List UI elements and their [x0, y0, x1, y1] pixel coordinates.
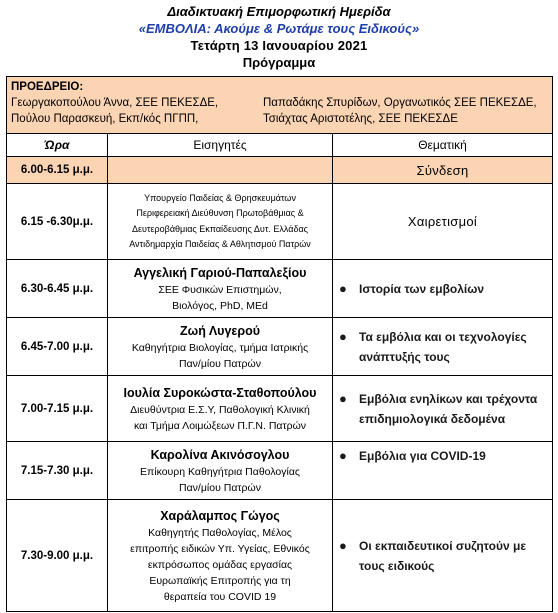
board-member: Τσιάχτας Αριστοτέλης, ΣΕΕ ΠΕΚΕΣΔΕ: [263, 113, 458, 125]
board-row: [7, 77, 553, 134]
time-cell: 6.45-7.00 μ.μ.: [7, 318, 108, 376]
theme-cell: [333, 318, 553, 376]
theme-text: Εμβόλια ενηλίκων και τρέχοντα επιδημιολογικά δεδομένα: [359, 391, 538, 426]
bullet-icon: ●: [339, 280, 347, 296]
speaker-affiliation: Καθηγητής Παθολογίας, Μέλος: [148, 526, 292, 539]
time-cell: 6.30-6.45 μ.μ.: [7, 260, 108, 318]
board-member: Πούλου Παρασκευή, Εκπ/κός ΠΓΠΠ,: [11, 113, 199, 125]
speaker-affiliation: θεραπεία του COVID 19: [163, 590, 277, 603]
speaker-cell: [108, 318, 333, 376]
table-row: [7, 184, 553, 260]
speaker-name: Ζωή Λυγερού: [180, 323, 260, 338]
event-type: Διαδικτυακή Επιμορφωτική Ημερίδα: [167, 4, 391, 19]
speaker-name: Χαράλαμπος Γώγος: [160, 508, 280, 523]
organization-line: Περιφερειακή Διεύθυνση Πρωτοβάθμιας &: [136, 208, 304, 218]
speaker-name: Ιουλία Συροκώστα-Σταθοπούλου: [123, 385, 317, 400]
table-row: [7, 260, 553, 318]
theme-cell: [333, 376, 553, 442]
table-row: [7, 376, 553, 442]
time-cell: 6.15 -6.30μ.μ.: [7, 184, 108, 260]
table-row: [7, 318, 553, 376]
table-row: [7, 500, 553, 612]
program-table: [6, 76, 553, 612]
table-row: [7, 157, 553, 184]
theme-cell: [333, 500, 553, 612]
bullet-icon: ●: [339, 390, 347, 406]
time-cell: 7.00-7.15 μ.μ.: [7, 376, 108, 442]
speaker-cell: [108, 442, 333, 500]
speaker-affiliation: επιτροπής ειδικών Υπ. Υγείας, Εθνικός: [130, 542, 310, 555]
board-member: Παπαδάκης Σπυρίδων, Οργανωτικός ΣΕΕ ΠΕΚΕΣΔΕ,: [263, 97, 537, 109]
time-cell: 7.15-7.30 μ.μ.: [7, 442, 108, 500]
speaker-cell: [108, 260, 333, 318]
bullet-icon: ●: [339, 537, 347, 553]
theme-cell: [333, 442, 553, 500]
speaker-affiliation: και Τμήμα Λοιμώξεων Π.Γ.Ν. Πατρών: [133, 419, 307, 432]
theme-cell: [333, 260, 553, 318]
event-title: «ΕΜΒΟΛΙΑ: Ακούμε & Ρωτάμε τους Ειδικούς»: [138, 21, 420, 36]
organization-line: Αντιδημαρχία Παιδείας & Αθλητισμού Πατρών: [129, 239, 311, 249]
theme-text: Οι εκπαιδευτικοί συζητούν με τους ειδικούς: [359, 538, 527, 573]
table-row: [7, 442, 553, 500]
speaker-name: Αγγελική Γαριού-Παπαλεξίου: [133, 265, 307, 280]
speaker-affiliation: Καθηγήτρια Βιολογίας, τμήμα Ιατρικής: [131, 341, 309, 354]
column-header-speakers: Εισηγητές: [108, 134, 333, 157]
bullet-icon: ●: [339, 448, 347, 463]
speaker-cell: [108, 500, 333, 612]
speaker-affiliation: Παν/μίου Πατρών: [179, 357, 261, 370]
column-header-theme: Θεματική: [333, 134, 553, 157]
theme-text: Τα εμβόλια και οι τεχνολογίες ανάπτυξής τους: [359, 329, 527, 364]
speaker-affiliation: εκπρόσωπος ομάδας εργασίας: [147, 558, 293, 571]
program-header: [0, 0, 558, 71]
theme-cell: Χαιρετισμοί: [333, 184, 553, 260]
speaker-cell: [108, 376, 333, 442]
organization-line: Υπουργείο Παιδείας & Θρησκευμάτων: [144, 192, 296, 203]
event-date: Τετάρτη 13 Ιανουαρίου 2021: [190, 38, 368, 53]
organization-line: Δευτεροβάθμιας Εκπαίδευσης Δυτ. Ελλάδας: [132, 223, 308, 234]
theme-text: Ιστορία των εμβολίων: [359, 281, 485, 296]
speaker-affiliation: Βιολόγος, PhD, MEd: [172, 299, 268, 312]
theme-text: Εμβόλια για COVID-19: [359, 449, 486, 463]
time-cell: 6.00-6.15 μ.μ.: [7, 157, 108, 184]
column-headers: [7, 134, 553, 157]
program-heading: Πρόγραμμα: [242, 55, 316, 70]
speaker-affiliation: Επίκουρη Καθηγήτρια Παθολογίας: [140, 465, 300, 478]
board-member: Γεωργακοπούλου Άννα, ΣΕΕ ΠΕΚΕΣΔΕ,: [11, 97, 219, 109]
board-title: ΠΡΟΕΔΡΕΙΟ:: [11, 81, 84, 93]
speaker-cell: [108, 184, 333, 260]
bullet-icon: ●: [339, 328, 347, 344]
time-cell: 7.30-9.00 μ.μ.: [7, 500, 108, 612]
speaker-cell: [108, 157, 333, 184]
speaker-affiliation: Ευρωπαϊκής Επιτροπής για τη: [149, 574, 291, 587]
board-cell: [7, 77, 553, 134]
column-header-time: Ώρα: [7, 134, 108, 157]
speaker-affiliation: Παν/μίου Πατρών: [179, 481, 261, 494]
speaker-name: Καρολίνα Ακινόσογλου: [150, 447, 290, 462]
speaker-affiliation: ΣΕΕ Φυσικών Επιστημών,: [158, 283, 282, 296]
speaker-affiliation: Διευθύντρια Ε.Σ.Υ, Παθολογική Κλινική: [130, 403, 310, 416]
theme-cell: Σύνδεση: [333, 157, 553, 184]
